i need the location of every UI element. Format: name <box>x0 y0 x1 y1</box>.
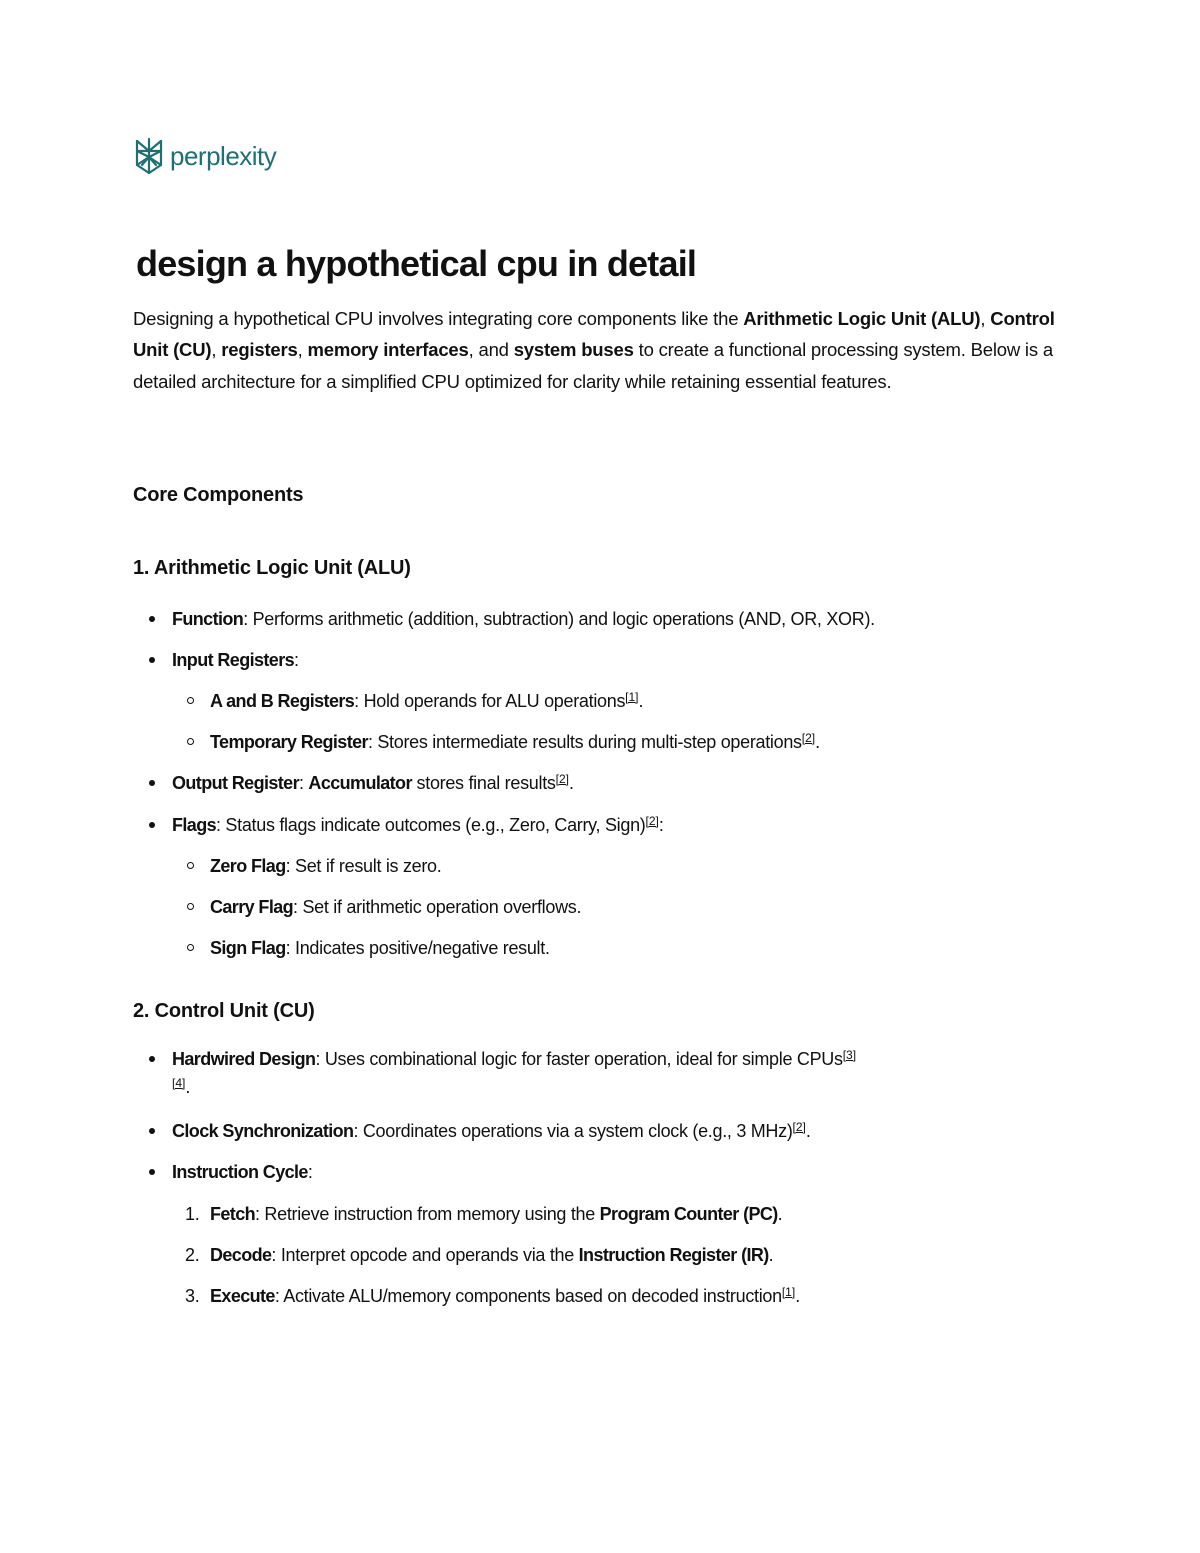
list-item-input-registers: Input Registers: <box>172 647 299 673</box>
list-item-carry-flag: Carry Flag: Set if arithmetic operation overflows. <box>210 894 581 920</box>
alu-heading: 1. Arithmetic Logic Unit (ALU) <box>133 557 411 579</box>
perplexity-logo-icon <box>133 137 165 175</box>
intro-paragraph: Designing a hypothetical CPU involves integrating core components like the Arithmetic Logic Unit (ALU), Control Unit (CU), registers, memory interfaces, and system buses to create a functional processing system. Below is a detailed architecture for a simplified CPU optimized for clarity while retaining essential features. <box>133 308 1055 392</box>
citation-link[interactable]: [4] <box>172 1076 186 1090</box>
list-item-fetch: 1. Fetch: Retrieve instruction from memory using the Program Counter (PC). <box>210 1201 782 1227</box>
list-item-decode: 2. Decode: Interpret opcode and operands via the Instruction Register (IR). <box>210 1242 773 1268</box>
citation-link[interactable]: [1] <box>781 1285 796 1299</box>
list-item-sign-flag: Sign Flag: Indicates positive/negative result. <box>210 935 550 961</box>
list-number: 1. <box>185 1204 200 1224</box>
brand-name: perplexity <box>170 140 277 171</box>
list-item-ab-registers: A and B Registers: Hold operands for ALU operations[1]. <box>210 688 643 714</box>
citation-link[interactable]: [2] <box>555 772 569 786</box>
list-item-hardwired-design-continued: [4]. <box>172 1076 191 1097</box>
page-title: design a hypothetical cpu in detail <box>136 243 697 284</box>
citation-link[interactable]: [2] <box>792 1120 806 1134</box>
list-item-hardwired-design: Hardwired Design: Uses combinational logic for faster operation, ideal for simple CPUs[3] <box>172 1046 856 1072</box>
list-item-flags: Flags: Status flags indicate outcomes (e.g., Zero, Carry, Sign)[2]: <box>172 812 664 838</box>
list-number: 2. <box>185 1245 200 1265</box>
section-heading-core-components: Core Components <box>133 484 304 506</box>
list-item-clock-synchronization: Clock Synchronization: Coordinates operations via a system clock (e.g., 3 MHz)[2]. <box>172 1118 811 1144</box>
list-item-execute: 3. Execute: Activate ALU/memory components based on decoded instruction[1]. <box>210 1283 800 1309</box>
list-item-zero-flag: Zero Flag: Set if result is zero. <box>210 853 441 879</box>
citation-link[interactable]: [2] <box>801 731 816 745</box>
citation-link[interactable]: [3] <box>842 1048 857 1062</box>
citation-link[interactable]: [1] <box>625 690 639 704</box>
list-item-output-register: Output Register: Accumulator stores final results[2]. <box>172 770 574 796</box>
cu-heading: 2. Control Unit (CU) <box>133 1000 315 1022</box>
list-item-function: Function: Performs arithmetic (addition, subtraction) and logic operations (AND, OR, XOR). <box>172 606 875 632</box>
list-number: 3. <box>185 1286 200 1306</box>
citation-link[interactable]: [2] <box>645 814 659 828</box>
list-item-temporary-register: Temporary Register: Stores intermediate results during multi-step operations[2]. <box>210 729 820 755</box>
list-item-instruction-cycle: Instruction Cycle: <box>172 1159 313 1185</box>
perplexity-logo <box>133 134 276 178</box>
